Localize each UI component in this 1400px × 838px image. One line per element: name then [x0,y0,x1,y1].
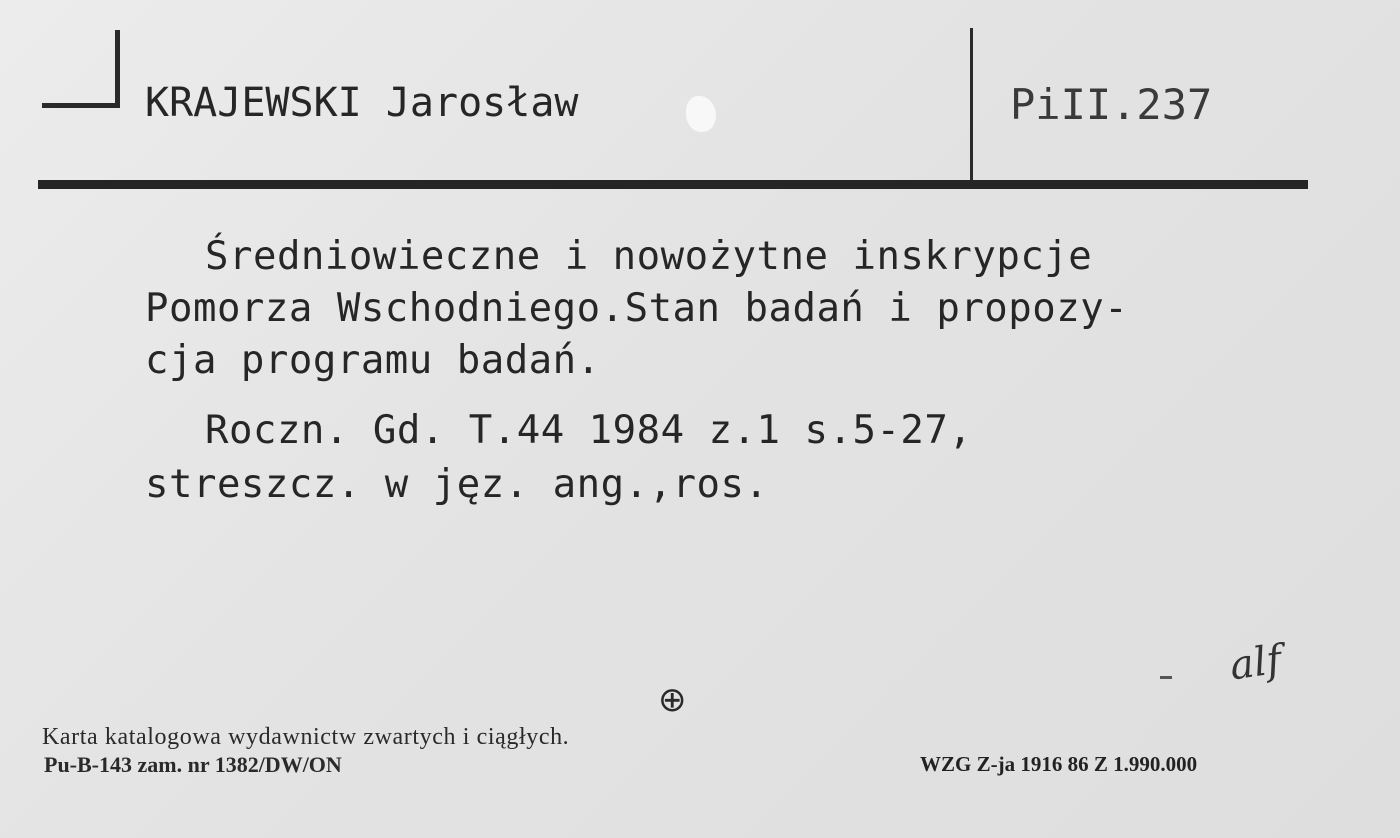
call-number: PiII.237 [1010,80,1213,129]
title-line: cja programu badań. [145,338,601,383]
handwritten-initials: alf [1227,636,1285,690]
pencil-dash [1160,676,1172,679]
source-line: Roczn. Gd. T.44 1984 z.1 s.5-27, [205,408,973,453]
source-line: streszcz. w jęz. ang.,ros. [145,462,769,507]
corner-bracket-horizontal [42,103,120,108]
footer-print-info: WZG Z-ja 1916 86 Z 1.990.000 [920,752,1198,776]
corner-bracket-vertical [115,30,120,108]
crosshair-circle-icon: ⊕ [658,680,687,720]
header-divider [970,28,973,186]
footer-order-number: Pu-B-143 zam. nr 1382/DW/ON [44,752,342,777]
footer-card-type: Karta katalogowa wydawnictw zwartych i ciągłych. [42,724,570,750]
author-name: KRAJEWSKI Jarosław [145,80,579,126]
header-rule [38,180,1308,189]
title-line: Pomorza Wschodniego.Stan badań i propozy- [145,286,1129,331]
ink-smudge [686,96,716,132]
title-line: Średniowieczne i nowożytne inskrypcje [205,234,1093,279]
